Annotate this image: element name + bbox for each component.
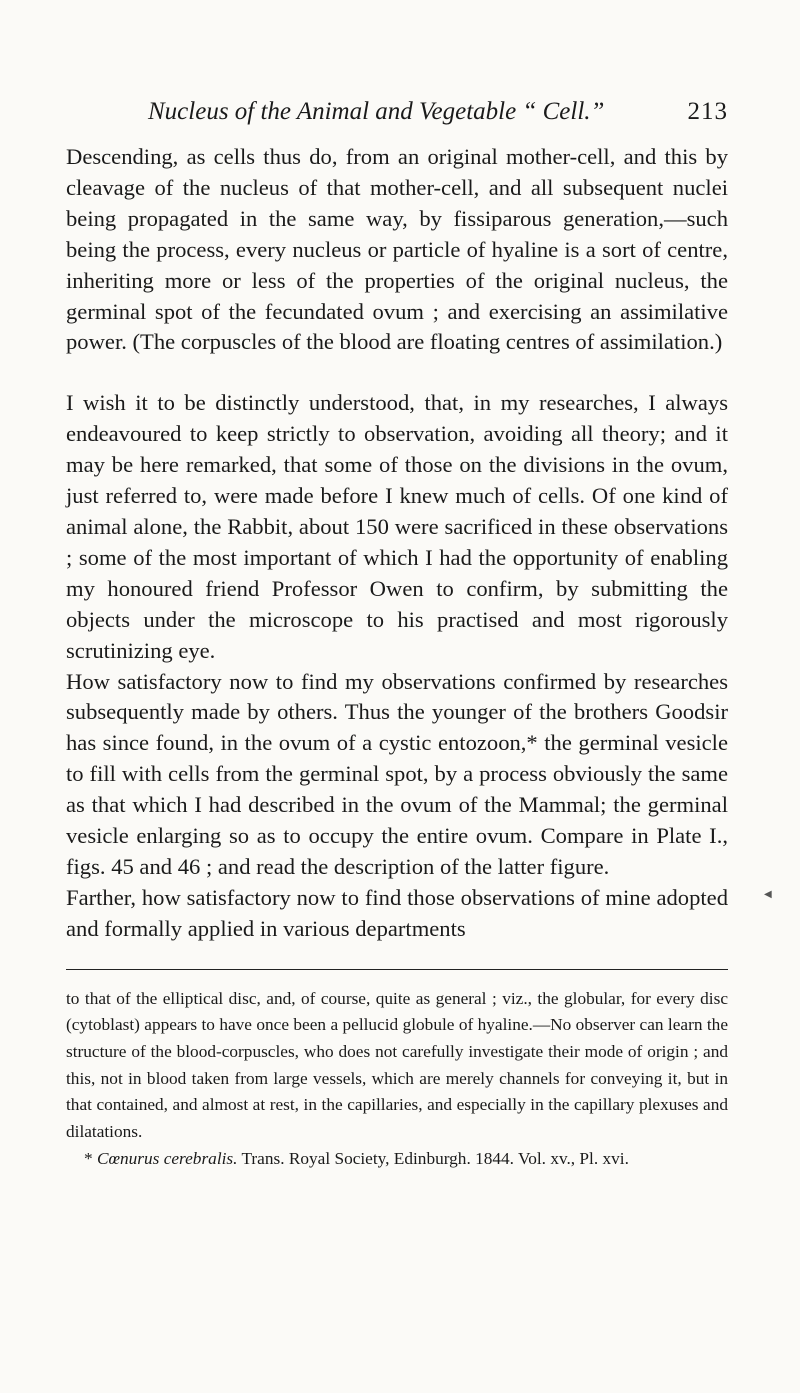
book-page xyxy=(66,92,728,1173)
footnote-continuation: to that of the elliptical disc, and, of course, quite as general ; viz., the globular, for every disc (cytoblast) appears to have once been a pellucid globule of hyaline.—No observer can learn the structure of the blood-corpuscles, who does not carefully investigate their mode of origin ; and this, not in blood taken from large vessels, which are merely channels for conveying it, but in that contained, and almost at rest, in the capillaries, and especially in the capillary plexuses and dilatations. xyxy=(66,988,728,1142)
main-text xyxy=(66,142,728,945)
footnote-species: Cœnurus cerebralis. xyxy=(96,1148,238,1168)
page-number: 213 xyxy=(687,98,728,125)
paragraph-researches: I wish it to be distinctly understood, that, in my researches, I always endeavoured to keep strictly to observation, avoiding all theory; and it may be here remarked, that some of those on the divisions in the ovum, just referred to, were made before I knew much of cells. Of one kind of animal alone, the Rabbit, about 150 were sacrificed in these observations ; some of the most important of which I had the opportunity of enabling my honoured friend Professor Owen to confirm, by submitting the objects under the microscope to his practised and most rigorously scrutinizing eye. xyxy=(66,390,728,663)
footnote-marker: * xyxy=(84,1148,97,1168)
paragraph-goodsir: How satisfactory now to find my observations confirmed by researches subsequently made by others. Thus the younger of the brothers Goodsir has since found, in the ovum of a cystic entozoon,* the germinal vesicle to fill with cells from the germinal spot, by a process obviously the same as that which I had described in the ovum of the Mammal; the germinal vesicle enlarging so as to occupy the entire ovum. Compare in Plate I., figs. 45 and 46 ; and read the description of the latter figure. xyxy=(66,668,728,879)
margin-ink-mark: ◀ xyxy=(764,889,772,900)
paragraph-descending: Descending, as cells thus do, from an original mother-cell, and this by cleavage of the nucleus of that mother-cell, and all subsequent nuclei being propagated in the same way, by fissiparous generation,—such being the process, every nucleus or particle of hyaline is a sort of centre, inheriting more or less of the properties of the original nucleus, the germinal spot of the fecundated ovum ; and exercising an assimilative power. (The corpuscles of the blood are floating centres of assimilation.) xyxy=(66,144,728,355)
footnote-divider xyxy=(66,969,728,970)
paragraph-farther: Farther, how satisfactory now to find those observations of mine adopted and formally applied in various departments xyxy=(66,884,728,941)
running-header xyxy=(66,92,728,132)
footnote-citation: Trans. Royal Society, Edinburgh. 1844. Vol. xv., Pl. xvi. xyxy=(237,1148,629,1168)
footnotes xyxy=(66,986,728,1173)
running-title: Nucleus of the Animal and Vegetable “ Cell.” xyxy=(148,98,605,125)
footnote-star xyxy=(66,1146,728,1173)
